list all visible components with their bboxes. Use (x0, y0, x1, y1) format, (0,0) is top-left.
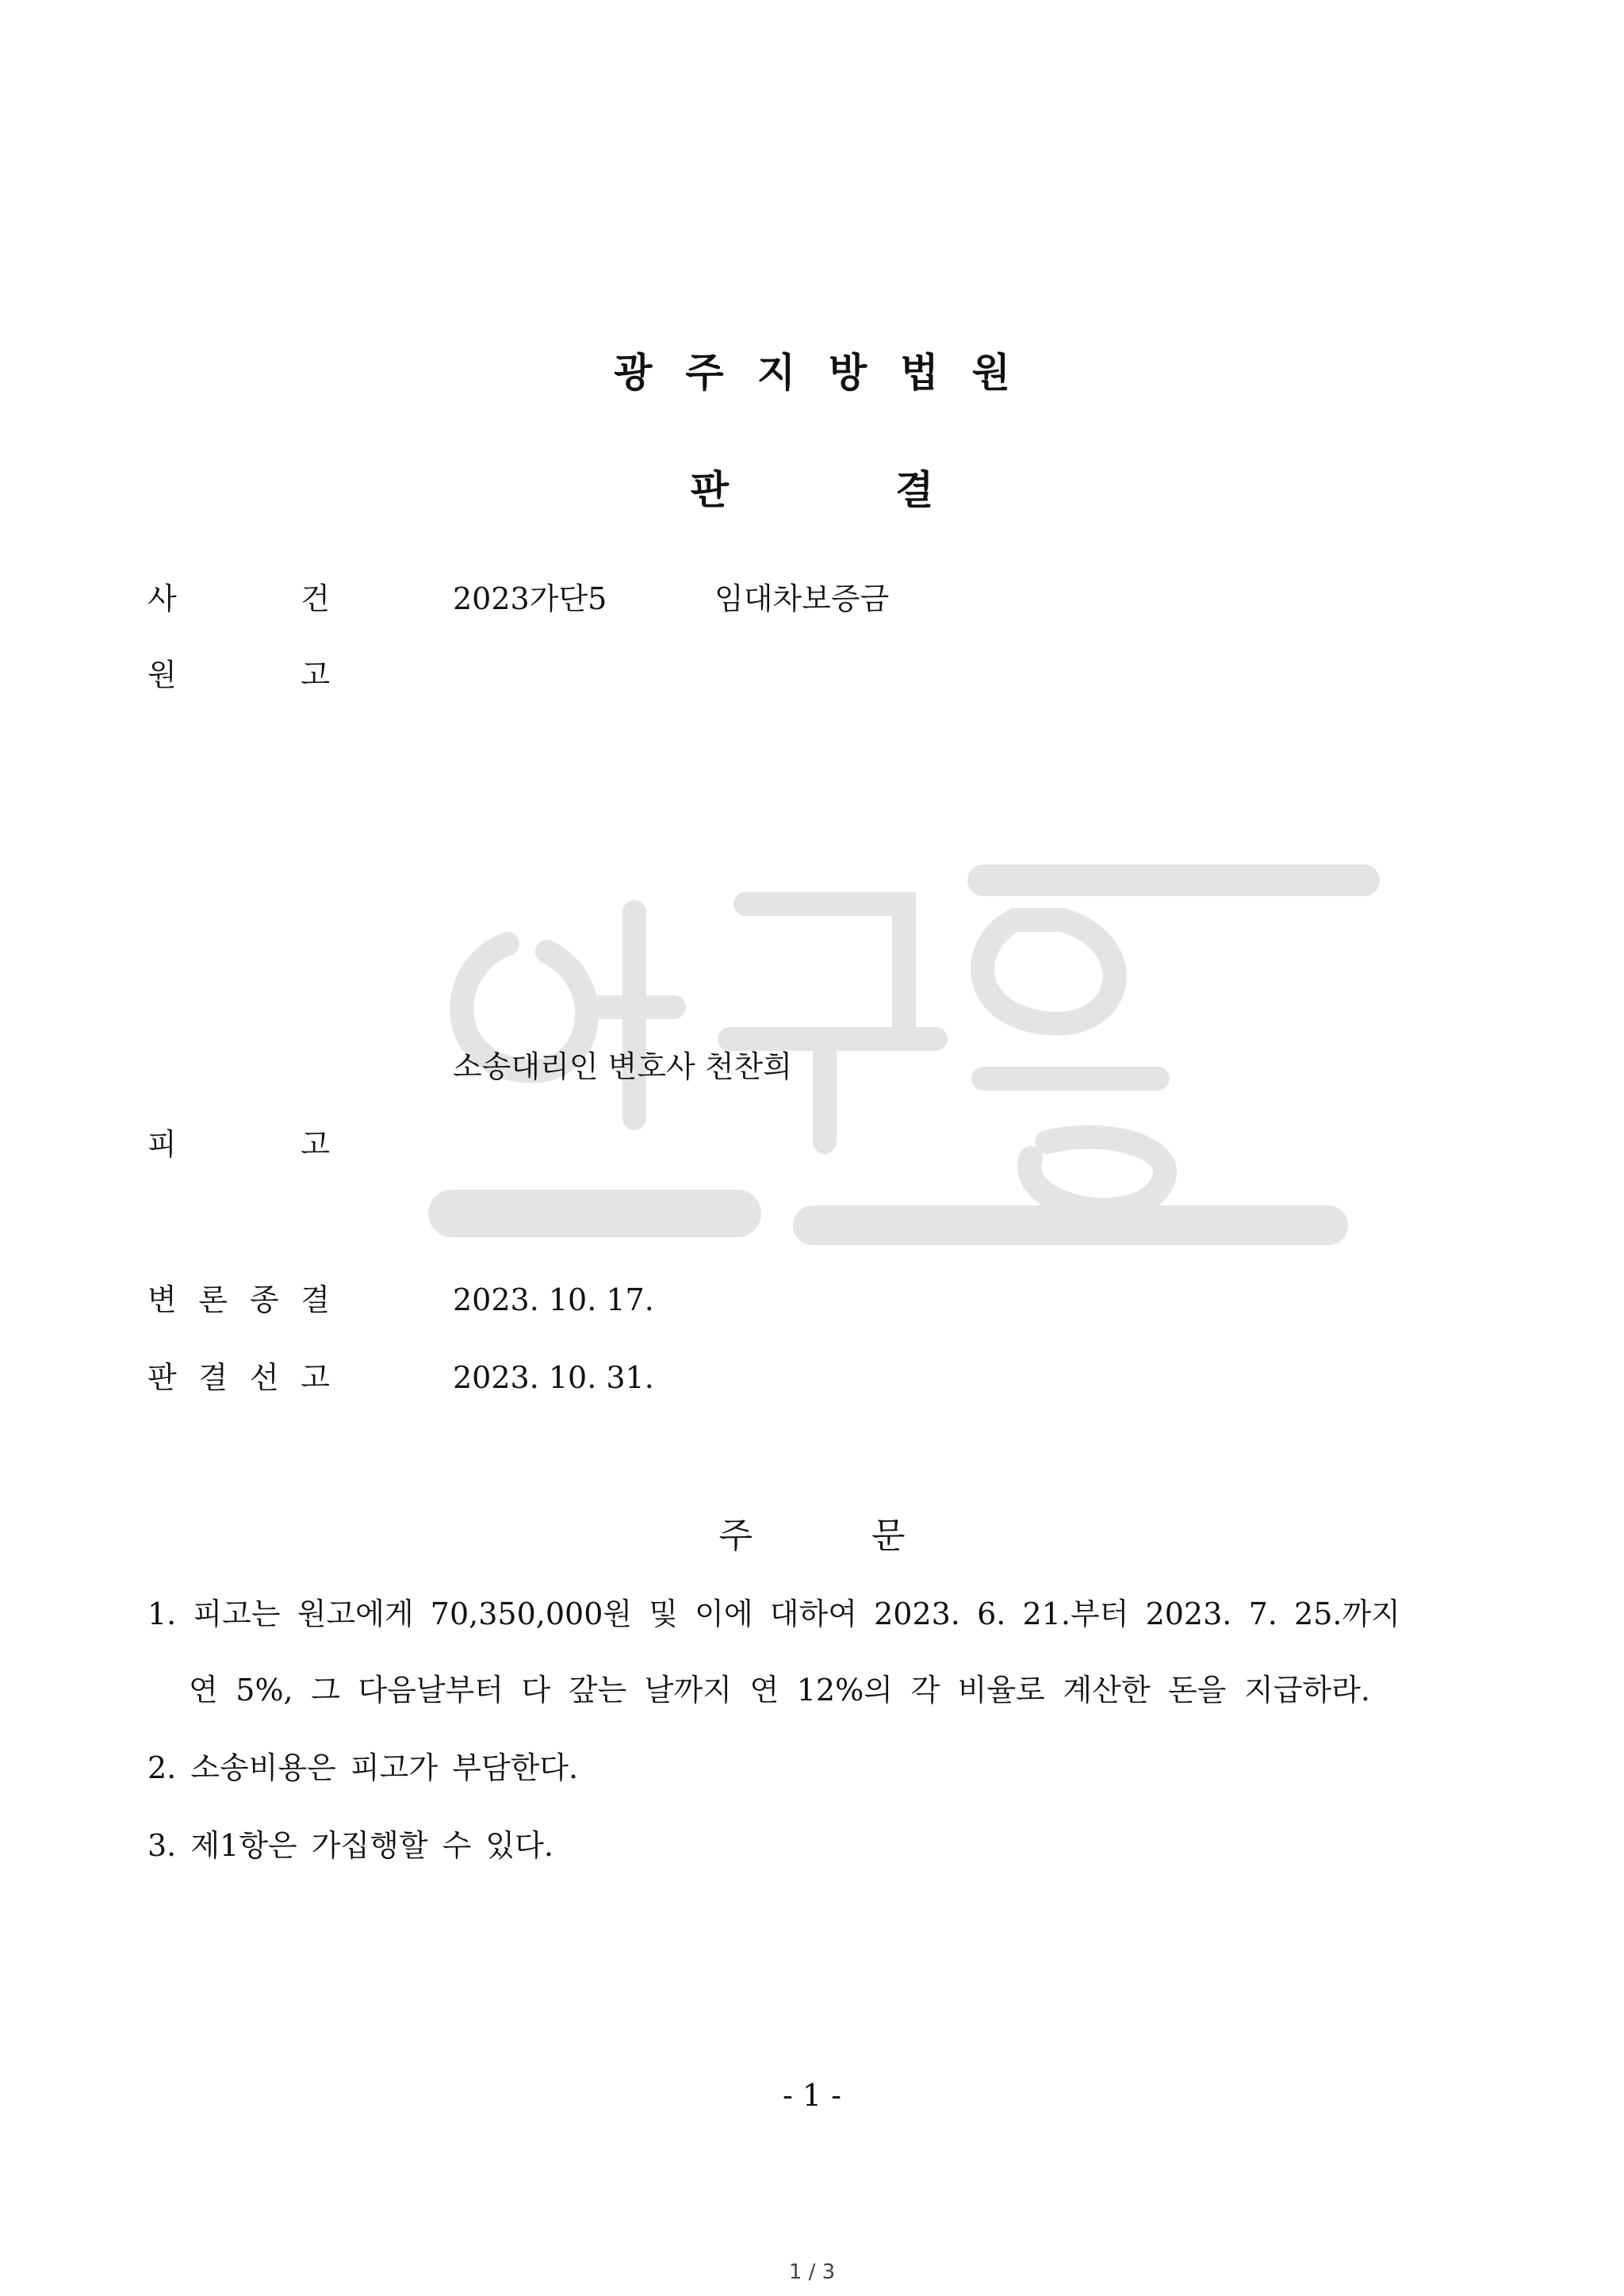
order-item-1-number: 1. (147, 1596, 177, 1631)
plaintiff-label: 원 고 (147, 657, 330, 692)
court-name: 광주지방법원 (614, 350, 1044, 396)
order-item-1-line-1: 1. 피고는 원고에게 70,350,000원 및 이에 대하여 2023. 6. 21.부터 2023. 7. 25.까지 (147, 1594, 1400, 1634)
ruling-label: 판 결 선 고 (147, 1360, 330, 1395)
order-title: 주문 (718, 1516, 1025, 1556)
plaintiff-counsel: 소송대리인 변호사 천찬희 (453, 1049, 792, 1084)
case-name: 임대차보증금 (714, 581, 890, 616)
case-label: 사 건 (147, 581, 330, 616)
pager-indicator: 1 / 3 (788, 2260, 836, 2284)
page-number: - 1 - (782, 2078, 841, 2113)
document-title: 판결 (690, 467, 1101, 513)
closing-date: 2023. 10. 17. (453, 1282, 654, 1317)
ruling-date: 2023. 10. 31. (453, 1360, 654, 1395)
case-number: 2023가단5 (453, 581, 607, 616)
defendant-label: 피 고 (147, 1127, 330, 1162)
closing-label: 변 론 종 결 (147, 1282, 330, 1317)
order-item-2: 2. 소송비용은 피고가 부담한다. (147, 1750, 579, 1785)
order-item-3: 3. 제1항은 가집행할 수 있다. (147, 1828, 553, 1863)
order-item-1-line-2: 연 5%, 그 다음날부터 다 갚는 날까지 연 12%의 각 비율로 계산한 돈을 지급하라. (189, 1673, 1370, 1708)
